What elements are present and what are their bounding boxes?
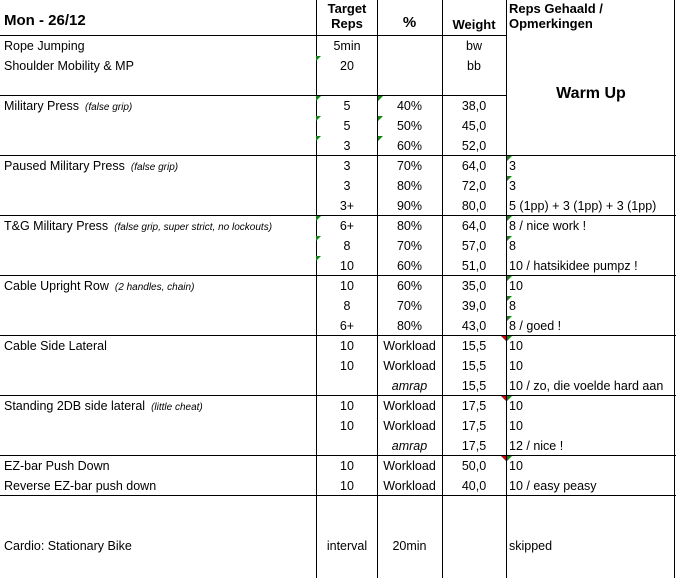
weight-cell[interactable]: 40,0	[461, 479, 487, 493]
result-cell[interactable]: 8 / goed !	[509, 319, 562, 333]
exercise-cell[interactable]: EZ-bar Push Down	[4, 459, 110, 473]
weight-cell[interactable]: 72,0	[461, 179, 487, 193]
percent-cell[interactable]: amrap	[391, 379, 428, 393]
result-cell[interactable]: 10	[509, 359, 523, 373]
result-cell[interactable]: 8	[509, 299, 516, 313]
error-marker-icon	[507, 316, 512, 321]
target-reps-cell[interactable]: 10	[340, 459, 354, 473]
grid-hline	[0, 215, 676, 216]
percent-cell[interactable]: Workload	[383, 459, 436, 473]
target-reps-cell[interactable]: 10	[340, 419, 354, 433]
target-reps-cell[interactable]: 3	[343, 179, 351, 193]
warmup-label: Warm Up	[556, 85, 626, 102]
target-reps-cell[interactable]: 5	[343, 119, 351, 133]
result-cell[interactable]: 10 / easy peasy	[509, 479, 597, 493]
grid-hline	[0, 395, 676, 396]
error-marker-icon	[507, 176, 512, 181]
grid-vline	[506, 0, 507, 578]
exercise-cell[interactable]: Standing 2DB side lateral (little cheat)	[4, 399, 203, 413]
weight-cell[interactable]: 52,0	[461, 139, 487, 153]
weight-cell[interactable]: 64,0	[461, 159, 487, 173]
target-reps-cell[interactable]: 8	[343, 299, 351, 313]
percent-cell[interactable]: 80%	[396, 219, 423, 233]
percent-cell[interactable]: 60%	[396, 139, 423, 153]
percent-cell[interactable]: 40%	[396, 99, 423, 113]
result-cell[interactable]: 10	[509, 399, 523, 413]
target-reps-cell[interactable]: 3+	[339, 199, 355, 213]
exercise-cell[interactable]: T&G Military Press (false grip, super strict, no lockouts)	[4, 219, 273, 233]
target-reps-cell[interactable]: 10	[340, 259, 354, 273]
error-marker-icon	[316, 116, 321, 121]
percent-cell[interactable]: amrap	[391, 439, 428, 453]
result-cell[interactable]: 10 / zo, die voelde hard aan	[509, 379, 664, 393]
percent-cell[interactable]: 90%	[396, 199, 423, 213]
weight-cell[interactable]: 51,0	[461, 259, 487, 273]
result-cell[interactable]: 10	[509, 279, 523, 293]
percent-cell[interactable]: Workload	[383, 479, 436, 493]
exercise-cell[interactable]: Paused Military Press (false grip)	[4, 159, 179, 173]
comment-marker-icon	[501, 336, 506, 341]
weight-cell[interactable]: 43,0	[461, 319, 487, 333]
target-reps-cell[interactable]: 8	[343, 239, 351, 253]
percent-cell[interactable]: 50%	[396, 119, 423, 133]
weight-cell[interactable]: 15,5	[461, 359, 487, 373]
result-cell[interactable]: 3	[509, 159, 516, 173]
exercise-cell[interactable]: Cable Side Lateral	[4, 339, 107, 353]
error-marker-icon	[507, 276, 512, 281]
target-reps-cell[interactable]: 10	[340, 339, 354, 353]
target-reps-cell[interactable]: 10	[340, 399, 354, 413]
grid-hline	[0, 95, 507, 96]
header-weight: Weight	[452, 17, 496, 32]
exercise-note: (false grip)	[130, 162, 179, 173]
target-reps-cell[interactable]: 3	[343, 159, 351, 173]
sheet-title: Mon - 26/12	[4, 12, 86, 29]
target-reps-cell[interactable]: 5min	[333, 39, 361, 53]
error-marker-icon	[378, 136, 383, 141]
result-cell[interactable]: 8	[509, 239, 516, 253]
target-reps-cell[interactable]: 5	[343, 99, 351, 113]
percent-cell[interactable]: 70%	[396, 159, 423, 173]
exercise-cell[interactable]: Rope Jumping	[4, 39, 85, 53]
error-marker-icon	[316, 256, 321, 261]
exercise-cell[interactable]: Shoulder Mobility & MP	[4, 59, 134, 73]
grid-hline	[0, 335, 676, 336]
target-reps-cell[interactable]: 10	[340, 279, 354, 293]
header-reps-line1: Reps Gehaald /	[509, 1, 603, 16]
grid-vline	[674, 0, 675, 578]
target-reps-cell[interactable]: 3	[343, 139, 351, 153]
error-marker-icon	[507, 396, 512, 401]
result-cell[interactable]: 10	[509, 339, 523, 353]
grid-vline	[316, 0, 317, 578]
result-cell[interactable]: 10	[509, 419, 523, 433]
weight-cell[interactable]: 17,5	[461, 419, 487, 433]
weight-cell[interactable]: 17,5	[461, 399, 487, 413]
exercise-note: (false grip, super strict, no lockouts)	[114, 222, 273, 233]
result-cell[interactable]: skipped	[509, 539, 553, 553]
error-marker-icon	[378, 116, 383, 121]
exercise-note: (false grip)	[85, 102, 133, 113]
header-target-line2: Reps	[331, 16, 363, 31]
grid-hline	[0, 495, 676, 496]
comment-marker-icon	[501, 396, 506, 401]
target-reps-cell[interactable]: 6+	[339, 219, 355, 233]
error-marker-icon	[316, 136, 321, 141]
error-marker-icon	[316, 96, 321, 101]
weight-cell[interactable]: 57,0	[461, 239, 487, 253]
percent-cell[interactable]: Workload	[383, 339, 436, 353]
weight-cell[interactable]: bb	[467, 59, 481, 73]
grid-hline	[0, 35, 507, 36]
result-cell[interactable]: 8 / nice work !	[509, 219, 587, 233]
weight-cell[interactable]: 35,0	[461, 279, 487, 293]
result-cell[interactable]: 5 (1pp) + 3 (1pp) + 3 (1pp)	[509, 199, 657, 213]
percent-cell[interactable]: 60%	[396, 259, 423, 273]
target-reps-cell[interactable]: 10	[340, 359, 354, 373]
error-marker-icon	[507, 456, 512, 461]
percent-cell[interactable]: Workload	[383, 399, 436, 413]
result-cell[interactable]: 3	[509, 179, 516, 193]
percent-cell[interactable]: 80%	[396, 319, 423, 333]
exercise-cell[interactable]: Cardio: Stationary Bike	[4, 539, 132, 553]
comment-marker-icon	[501, 456, 506, 461]
weight-cell[interactable]: 64,0	[461, 219, 487, 233]
weight-cell[interactable]: bw	[466, 39, 482, 53]
weight-cell[interactable]: 80,0	[461, 199, 487, 213]
exercise-cell[interactable]: Reverse EZ-bar push down	[4, 479, 157, 493]
exercise-note: (little cheat)	[151, 402, 203, 413]
percent-cell[interactable]: 70%	[396, 239, 423, 253]
error-marker-icon	[316, 236, 321, 241]
error-marker-icon	[507, 156, 512, 161]
header-target-line1: Target	[327, 1, 367, 16]
error-marker-icon	[316, 216, 321, 221]
error-marker-icon	[507, 336, 512, 341]
percent-cell[interactable]: Workload	[383, 419, 436, 433]
weight-cell[interactable]: 50,0	[461, 459, 487, 473]
error-marker-icon	[507, 236, 512, 241]
weight-cell[interactable]: 45,0	[461, 119, 487, 133]
exercise-cell[interactable]: Cable Upright Row (2 handles, chain)	[4, 279, 195, 293]
error-marker-icon	[507, 296, 512, 301]
target-reps-cell[interactable]: 20	[340, 59, 354, 73]
target-reps-cell[interactable]: 6+	[339, 319, 355, 333]
weight-cell[interactable]: 39,0	[461, 299, 487, 313]
percent-cell[interactable]: 80%	[396, 179, 423, 193]
error-marker-icon	[378, 96, 383, 101]
percent-cell[interactable]: 20min	[392, 539, 427, 553]
result-cell[interactable]: 10	[509, 459, 523, 473]
grid-hline	[507, 155, 676, 156]
percent-cell[interactable]: 70%	[396, 299, 423, 313]
result-cell[interactable]: 12 / nice !	[509, 439, 564, 453]
grid-hline	[0, 455, 676, 456]
percent-cell[interactable]: Workload	[383, 359, 436, 373]
error-marker-icon	[507, 216, 512, 221]
weight-cell[interactable]: 38,0	[461, 99, 487, 113]
weight-cell[interactable]: 15,5	[461, 339, 487, 353]
error-marker-icon	[316, 56, 321, 61]
target-reps-cell[interactable]: 10	[340, 479, 354, 493]
result-cell[interactable]: 10 / hatsikidee pumpz !	[509, 259, 638, 273]
weight-cell[interactable]: 17,5	[461, 439, 487, 453]
grid-hline	[0, 275, 676, 276]
exercise-cell[interactable]: Military Press (false grip)	[4, 99, 133, 113]
exercise-note: (2 handles, chain)	[114, 282, 195, 293]
target-reps-cell[interactable]: interval	[326, 539, 368, 553]
weight-cell[interactable]: 15,5	[461, 379, 487, 393]
header-percent: %	[402, 14, 417, 31]
header-reps-line2: Opmerkingen	[509, 16, 593, 31]
percent-cell[interactable]: 60%	[396, 279, 423, 293]
